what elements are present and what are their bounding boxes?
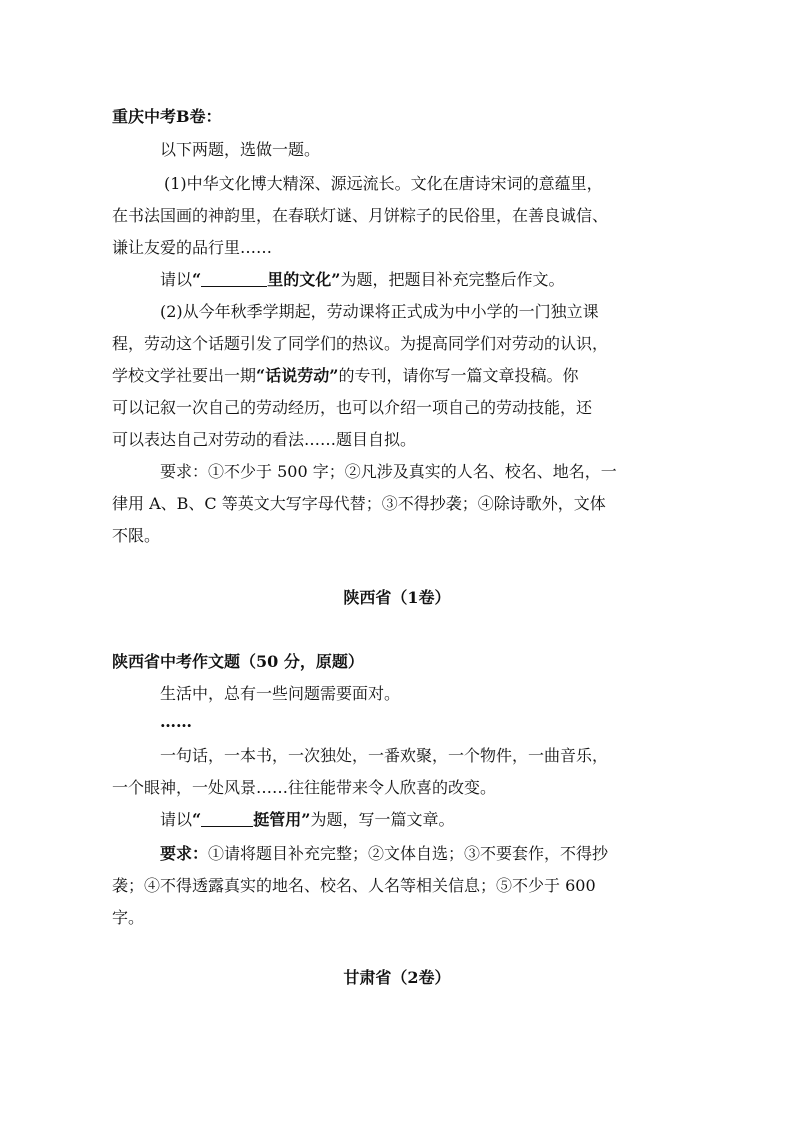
chongqing-heading: 重庆中考B卷： [112, 107, 222, 126]
prompt-title-open-quote: “ [192, 810, 202, 829]
gansu-section-title: 甘肃省（2卷） [343, 968, 451, 987]
prompt-post: 为题，写一篇文章。 [310, 810, 455, 829]
shaanxi-heading: 陕西省中考作文题（50 分，原题） [112, 652, 364, 671]
chongqing-intro: 以下两题，选做一题。 [160, 140, 321, 159]
prompt-pre: 请以 [160, 270, 193, 289]
chongqing-q2-line4: 可以记叙一次自己的劳动经历，也可以介绍一项自己的劳动技能，还 [112, 398, 593, 417]
shaanxi-line2: 一句话，一本书，一次独处，一番欢聚，一个物件，一曲音乐， [160, 746, 609, 765]
prompt-title-text: 里的文化” [267, 270, 341, 289]
prompt-title-open-quote: “ [192, 270, 202, 289]
chongqing-q2-line1: (2)从今年秋季学期起，劳动课将正式成为中小学的一门独立课 [160, 302, 599, 321]
chongqing-q2-line3 [112, 366, 578, 386]
chongqing-q1-line3: 谦让友爱的品行里…… [112, 238, 273, 257]
requirements-label: 要求： [160, 844, 209, 863]
chongqing-q1-line1: (1)中华文化博大精深、源远流长。文化在唐诗宋词的意蕴里， [164, 174, 603, 193]
shaanxi-req-line2: 袭；④不得透露真实的地名、校名、人名等相关信息；⑤不少于 600 [112, 876, 596, 895]
chongqing-req-line3: 不限。 [112, 526, 161, 545]
chongqing-q2-line5: 可以表达自己对劳动的看法……题目自拟。 [112, 430, 417, 449]
fill-in-blank [201, 810, 253, 827]
shaanxi-req-line3: 字。 [112, 908, 145, 927]
chongqing-q1-prompt [160, 270, 564, 290]
prompt-pre: 请以 [160, 810, 193, 829]
shaanxi-prompt [160, 810, 454, 830]
chongqing-req-line1: 要求：①不少于 500 字；②凡涉及真实的人名、校名、地名，一 [160, 462, 617, 481]
shaanxi-ellipsis: …… [160, 712, 192, 731]
prompt-title-text: 挺管用” [253, 810, 311, 829]
prompt-post: 为题，把题目补充完整后作文。 [340, 270, 565, 289]
q2-line3-post: 的专刊，请你写一篇文章投稿。你 [338, 366, 579, 385]
q2-topic-title: “话说劳动” [256, 366, 339, 385]
chongqing-req-line2: 律用 A、B、C 等英文大写字母代替；③不得抄袭；④除诗歌外，文体 [112, 494, 606, 513]
q2-line3-pre: 学校文学社要出一期 [112, 366, 257, 385]
chongqing-q2-line2: 程，劳动这个话题引发了同学们的热议。为提高同学们对劳动的认识， [112, 334, 609, 353]
shaanxi-req-line1 [160, 844, 608, 864]
shaanxi-section-title: 陕西省（1卷） [343, 588, 451, 607]
requirements-text: ①请将题目补充完整；②文体自选；③不要套作，不得抄 [208, 844, 609, 863]
fill-in-blank [201, 270, 267, 287]
shaanxi-line1: 生活中，总有一些问题需要面对。 [160, 684, 401, 703]
chongqing-q1-line2: 在书法国画的神韵里，在春联灯谜、月饼粽子的民俗里，在善良诚信、 [112, 206, 609, 225]
shaanxi-line3: 一个眼神，一处风景……往往能带来令人欣喜的改变。 [112, 778, 497, 797]
